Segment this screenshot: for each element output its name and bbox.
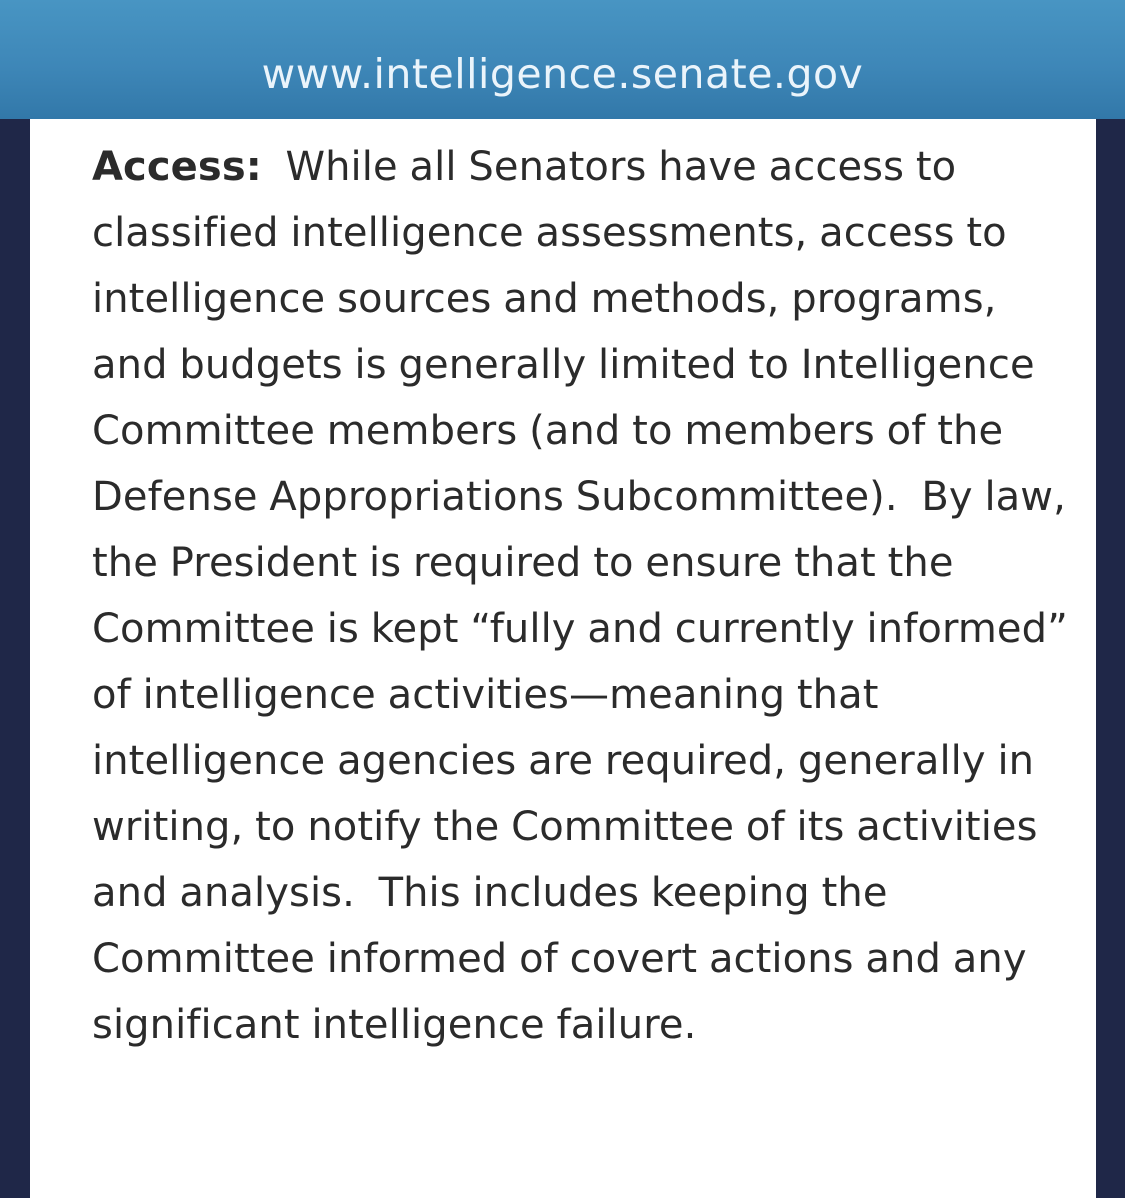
access-paragraph bbox=[92, 134, 1082, 1058]
right-border bbox=[1096, 119, 1125, 1198]
left-border bbox=[0, 119, 30, 1198]
address-bar[interactable] bbox=[0, 0, 1125, 119]
access-body: While all Senators have access to classified intelligence assessments, access to intelligence sources and methods, programs, and budgets is generally limited to Intelligence Committee members (and to members of the Defense Appropriations Subcommittee). By law, the President is required to ensure that the Committee is kept “fully and currently informed” of intelligence activities—meaning that intelligence agencies are required, generally in writing, to notify the Committee of its activities and analysis. This includes keeping the Committee informed of covert actions and any significant intelligence failure. bbox=[92, 144, 1080, 1048]
url-text[interactable]: www.intelligence.senate.gov bbox=[261, 50, 864, 98]
page-content bbox=[30, 119, 1096, 1198]
access-label: Access: bbox=[92, 144, 262, 190]
